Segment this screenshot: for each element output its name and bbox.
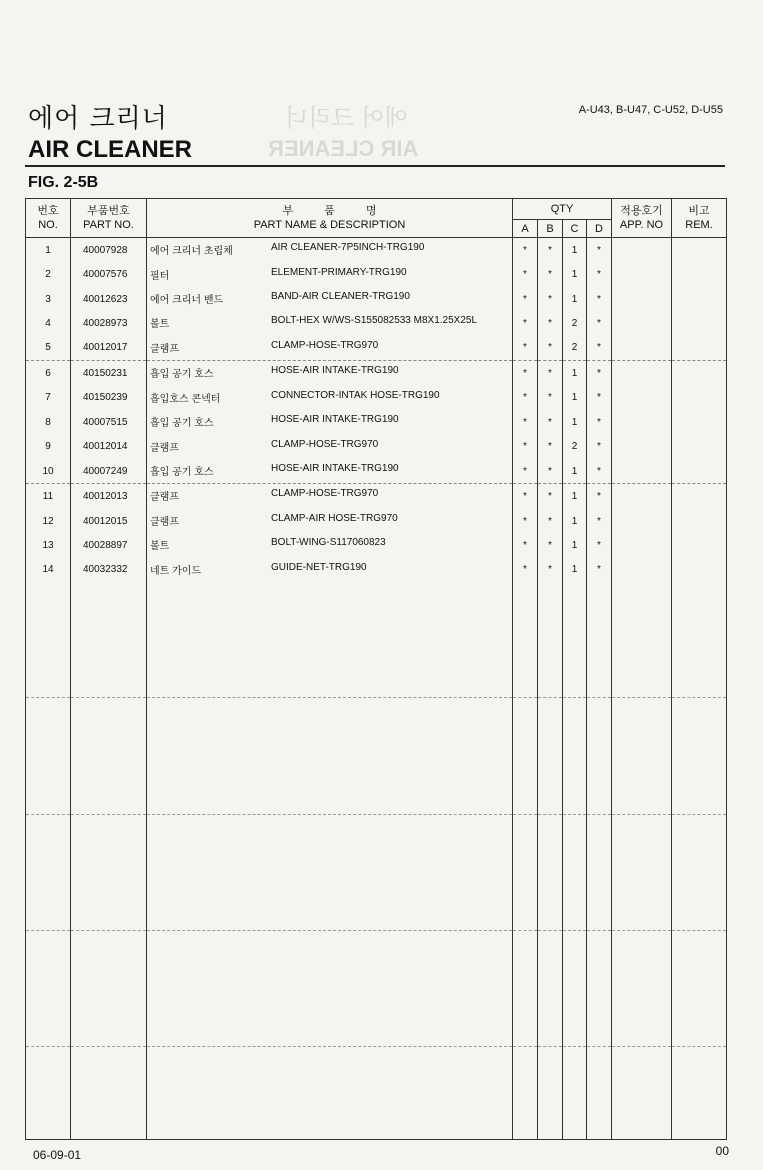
part-name-english: HOSE-AIR INTAKE-TRG190	[271, 414, 399, 426]
qty-b: *	[538, 410, 563, 434]
part-description	[147, 336, 513, 361]
col-header-qty: QTY	[513, 199, 612, 220]
qty-a: *	[513, 558, 538, 582]
row-number: 4	[26, 311, 71, 335]
part-number: 40012013	[71, 484, 147, 509]
part-name-korean: 에어 크리너 초립체	[150, 246, 233, 257]
empty-cell	[513, 698, 538, 814]
empty-cell	[538, 698, 563, 814]
part-description	[147, 410, 513, 434]
app-no-cell	[612, 435, 672, 459]
row-number: 10	[26, 459, 71, 484]
part-name-english: HOSE-AIR INTAKE-TRG190	[271, 365, 399, 377]
part-description	[147, 533, 513, 557]
col-header-qty-d: D	[587, 220, 612, 238]
empty-cell	[612, 1047, 672, 1140]
qty-c: 1	[563, 361, 587, 386]
empty-cell	[147, 698, 513, 814]
empty-cell	[71, 698, 147, 814]
table-row	[26, 509, 727, 533]
app-no-cell	[612, 533, 672, 557]
col-header-no-ko: 번호	[37, 205, 59, 217]
qty-c: 1	[563, 533, 587, 557]
app-no-cell	[612, 311, 672, 335]
qty-d: *	[587, 263, 612, 287]
table-row	[26, 484, 727, 509]
qty-b: *	[538, 336, 563, 361]
app-no-cell	[612, 263, 672, 287]
qty-c: 1	[563, 287, 587, 311]
empty-cell	[513, 582, 538, 698]
table-row	[26, 435, 727, 459]
empty-cell	[612, 930, 672, 1046]
remarks-cell	[672, 558, 727, 582]
part-name-english: BAND-AIR CLEANER-TRG190	[271, 290, 410, 302]
part-name-english: HOSE-AIR INTAKE-TRG190	[271, 462, 399, 474]
empty-cell	[672, 582, 727, 698]
table-row	[26, 410, 727, 434]
part-name-korean: 클램프	[150, 343, 179, 355]
remarks-cell	[672, 311, 727, 335]
table-row	[26, 558, 727, 582]
qty-b: *	[538, 533, 563, 557]
qty-a: *	[513, 484, 538, 509]
part-number: 40032332	[71, 558, 147, 582]
row-number: 8	[26, 410, 71, 434]
empty-cell	[563, 930, 587, 1046]
empty-cell	[612, 582, 672, 698]
empty-cell	[587, 814, 612, 930]
qty-a: *	[513, 459, 538, 484]
qty-a: *	[513, 435, 538, 459]
qty-d: *	[587, 435, 612, 459]
app-no-cell	[612, 386, 672, 410]
app-no-cell	[612, 336, 672, 361]
qty-c: 1	[563, 386, 587, 410]
qty-a: *	[513, 336, 538, 361]
show-through-ghost: AIR CLEANER	[268, 136, 419, 161]
empty-row	[26, 930, 727, 1046]
qty-d: *	[587, 386, 612, 410]
part-description	[147, 509, 513, 533]
empty-cell	[672, 814, 727, 930]
empty-cell	[147, 930, 513, 1046]
figure-number: FIG. 2-5B	[28, 174, 99, 191]
page-number: 00	[715, 1144, 729, 1158]
qty-b: *	[538, 361, 563, 386]
empty-cell	[587, 582, 612, 698]
col-header-rem-en: REM.	[685, 219, 713, 231]
part-description	[147, 361, 513, 386]
row-number: 13	[26, 533, 71, 557]
part-description	[147, 484, 513, 509]
row-number: 1	[26, 238, 71, 263]
part-description	[147, 263, 513, 287]
empty-cell	[563, 1047, 587, 1140]
remarks-cell	[672, 361, 727, 386]
qty-d: *	[587, 484, 612, 509]
empty-row	[26, 582, 727, 698]
qty-b: *	[538, 263, 563, 287]
part-description	[147, 287, 513, 311]
page-title-english: AIR CLEANER	[28, 136, 193, 163]
empty-cell	[587, 698, 612, 814]
page-title-korean: 에어 크리너	[28, 104, 168, 134]
qty-b: *	[538, 509, 563, 533]
empty-cell	[612, 698, 672, 814]
qty-d: *	[587, 287, 612, 311]
qty-c: 2	[563, 311, 587, 335]
qty-a: *	[513, 533, 538, 557]
qty-b: *	[538, 435, 563, 459]
qty-d: *	[587, 238, 612, 263]
table-row	[26, 238, 727, 263]
title-divider	[25, 165, 725, 167]
qty-d: *	[587, 558, 612, 582]
remarks-cell	[672, 484, 727, 509]
part-description	[147, 386, 513, 410]
qty-d: *	[587, 336, 612, 361]
qty-b: *	[538, 311, 563, 335]
part-number: 40012014	[71, 435, 147, 459]
part-name-english: ELEMENT-PRIMARY-TRG190	[271, 266, 407, 278]
part-name-english: CLAMP-HOSE-TRG970	[271, 438, 379, 450]
part-name-korean: 흡입 공기 호스	[150, 418, 214, 430]
empty-cell	[513, 814, 538, 930]
part-name-english: GUIDE-NET-TRG190	[271, 561, 367, 573]
col-header-app-ko: 적용호기	[620, 205, 663, 217]
table-row	[26, 263, 727, 287]
revision-date: 06-09-01	[33, 1148, 82, 1162]
col-header-rem-ko: 비고	[688, 205, 710, 217]
part-description	[147, 435, 513, 459]
empty-row	[26, 698, 727, 814]
col-header-qty-c: C	[563, 220, 587, 238]
empty-cell	[147, 814, 513, 930]
table-row	[26, 459, 727, 484]
col-header-no-en: NO.	[38, 219, 58, 231]
col-header-qty-a: A	[513, 220, 538, 238]
qty-c: 1	[563, 558, 587, 582]
empty-cell	[538, 814, 563, 930]
table-row	[26, 287, 727, 311]
app-no-cell	[612, 410, 672, 434]
table-row	[26, 386, 727, 410]
remarks-cell	[672, 336, 727, 361]
part-name-korean: 필터	[150, 270, 170, 282]
part-name-korean: 클램프	[150, 516, 179, 528]
qty-c: 1	[563, 238, 587, 263]
col-header-app-en: APP. NO	[619, 219, 664, 231]
empty-cell	[587, 930, 612, 1046]
empty-cell	[71, 1047, 147, 1140]
row-number: 6	[26, 361, 71, 386]
remarks-cell	[672, 238, 727, 263]
qty-c: 2	[563, 336, 587, 361]
empty-cell	[26, 582, 71, 698]
empty-cell	[563, 582, 587, 698]
row-number: 5	[26, 336, 71, 361]
qty-c: 1	[563, 410, 587, 434]
qty-b: *	[538, 484, 563, 509]
app-no-cell	[612, 484, 672, 509]
part-name-english: CONNECTOR-INTAK HOSE-TRG190	[271, 389, 440, 401]
empty-cell	[26, 814, 71, 930]
part-name-english: BOLT-WING-S117060823	[271, 537, 386, 549]
qty-b: *	[538, 459, 563, 484]
app-no-cell	[612, 287, 672, 311]
row-number: 12	[26, 509, 71, 533]
qty-a: *	[513, 361, 538, 386]
part-name-korean: 네트 가이드	[150, 565, 202, 577]
table-row	[26, 533, 727, 557]
qty-b: *	[538, 386, 563, 410]
part-number: 40007515	[71, 410, 147, 434]
empty-cell	[538, 930, 563, 1046]
part-description	[147, 459, 513, 484]
empty-row	[26, 1047, 727, 1140]
empty-cell	[71, 582, 147, 698]
col-header-part-en: PART NO.	[83, 219, 134, 231]
col-header-qty-b: B	[538, 220, 563, 238]
empty-cell	[672, 1047, 727, 1140]
empty-cell	[672, 930, 727, 1046]
part-number: 40150231	[71, 361, 147, 386]
part-description	[147, 558, 513, 582]
row-number: 11	[26, 484, 71, 509]
qty-d: *	[587, 311, 612, 335]
part-number: 40007576	[71, 263, 147, 287]
empty-cell	[563, 814, 587, 930]
empty-row	[26, 814, 727, 930]
show-through-ghost: 에어 크리너	[285, 105, 408, 132]
qty-c: 1	[563, 484, 587, 509]
qty-d: *	[587, 509, 612, 533]
empty-cell	[563, 698, 587, 814]
empty-cell	[26, 930, 71, 1046]
empty-cell	[612, 814, 672, 930]
qty-a: *	[513, 509, 538, 533]
part-name-korean: 클램프	[150, 442, 179, 454]
qty-c: 1	[563, 263, 587, 287]
table-row	[26, 311, 727, 335]
part-name-english: CLAMP-HOSE-TRG970	[271, 488, 379, 500]
remarks-cell	[672, 287, 727, 311]
part-number: 40028897	[71, 533, 147, 557]
part-number: 40028973	[71, 311, 147, 335]
qty-b: *	[538, 238, 563, 263]
app-no-cell	[612, 238, 672, 263]
empty-cell	[147, 582, 513, 698]
col-header-description	[147, 199, 513, 238]
part-name-korean: 흡입 공기 호스	[150, 369, 214, 381]
app-no-cell	[612, 509, 672, 533]
qty-c: 1	[563, 459, 587, 484]
col-header-part-ko: 부품번호	[87, 205, 130, 217]
empty-cell	[71, 814, 147, 930]
model-codes: A-U43, B-U47, C-U52, D-U55	[578, 104, 723, 116]
part-name-korean: 볼트	[150, 319, 170, 331]
qty-c: 1	[563, 509, 587, 533]
app-no-cell	[612, 361, 672, 386]
part-name-korean: 클램프	[150, 492, 179, 504]
remarks-cell	[672, 435, 727, 459]
remarks-cell	[672, 509, 727, 533]
qty-d: *	[587, 410, 612, 434]
part-number: 40012015	[71, 509, 147, 533]
empty-cell	[513, 1047, 538, 1140]
empty-cell	[672, 698, 727, 814]
qty-a: *	[513, 386, 538, 410]
col-header-desc-ko: 부 품 명	[282, 205, 377, 217]
app-no-cell	[612, 459, 672, 484]
part-name-english: CLAMP-HOSE-TRG970	[271, 339, 379, 351]
row-number: 7	[26, 386, 71, 410]
app-no-cell	[612, 558, 672, 582]
part-name-korean: 흡입호스 콘넥터	[150, 393, 221, 405]
qty-b: *	[538, 287, 563, 311]
part-name-korean: 볼트	[150, 541, 170, 553]
part-description	[147, 238, 513, 263]
remarks-cell	[672, 459, 727, 484]
part-number: 40007928	[71, 238, 147, 263]
qty-a: *	[513, 410, 538, 434]
empty-cell	[26, 698, 71, 814]
part-number: 40012623	[71, 287, 147, 311]
empty-cell	[538, 1047, 563, 1140]
table-row	[26, 336, 727, 361]
empty-cell	[26, 1047, 71, 1140]
remarks-cell	[672, 386, 727, 410]
part-number: 40007249	[71, 459, 147, 484]
empty-cell	[513, 930, 538, 1046]
empty-cell	[71, 930, 147, 1046]
remarks-cell	[672, 263, 727, 287]
empty-cell	[147, 1047, 513, 1140]
part-name-english: CLAMP-AIR HOSE-TRG970	[271, 512, 398, 524]
part-description	[147, 311, 513, 335]
col-header-remarks	[672, 199, 727, 238]
qty-d: *	[587, 533, 612, 557]
col-header-part-no	[71, 199, 147, 238]
part-number: 40150239	[71, 386, 147, 410]
part-name-english: AIR CLEANER-7P5INCH-TRG190	[271, 242, 425, 253]
qty-a: *	[513, 263, 538, 287]
table-row	[26, 361, 727, 386]
qty-a: *	[513, 287, 538, 311]
col-header-desc-en: PART NAME & DESCRIPTION	[253, 219, 406, 231]
qty-d: *	[587, 459, 612, 484]
row-number: 9	[26, 435, 71, 459]
col-header-no	[26, 199, 71, 238]
qty-d: *	[587, 361, 612, 386]
row-number: 2	[26, 263, 71, 287]
qty-b: *	[538, 558, 563, 582]
part-name-korean: 에어 크리너 밴드	[150, 294, 224, 306]
remarks-cell	[672, 410, 727, 434]
part-number: 40012017	[71, 336, 147, 361]
parts-table	[25, 198, 727, 1140]
part-name-korean: 흡입 공기 호스	[150, 466, 214, 478]
row-number: 3	[26, 287, 71, 311]
col-header-app-no	[612, 199, 672, 238]
qty-a: *	[513, 311, 538, 335]
remarks-cell	[672, 533, 727, 557]
qty-a: *	[513, 238, 538, 263]
row-number: 14	[26, 558, 71, 582]
empty-cell	[587, 1047, 612, 1140]
qty-c: 2	[563, 435, 587, 459]
part-name-english: BOLT-HEX W/WS-S155082533 M8X1.25X25L	[271, 315, 478, 327]
empty-cell	[538, 582, 563, 698]
